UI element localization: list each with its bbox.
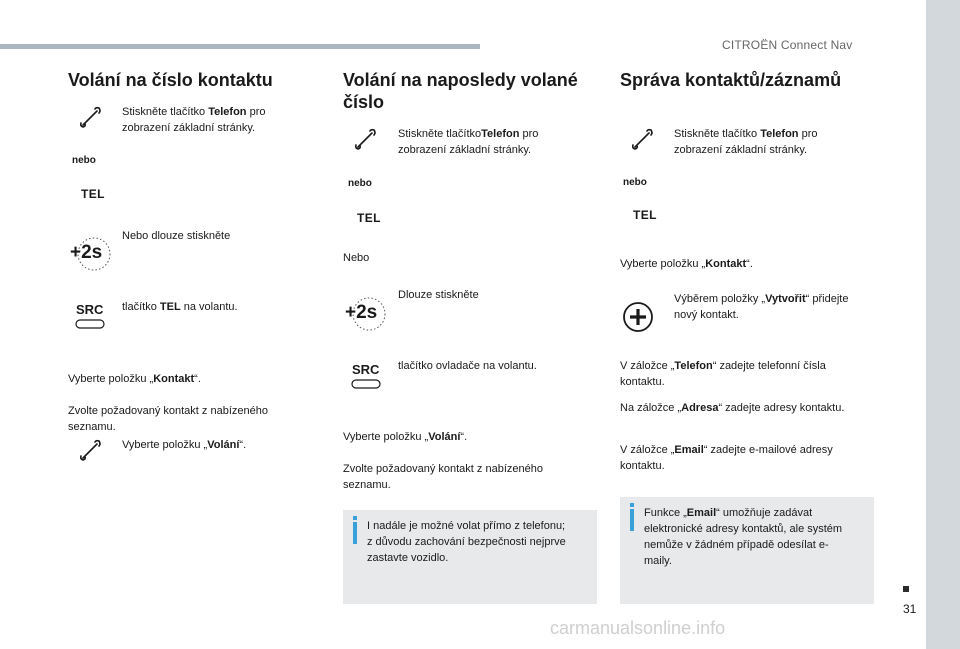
step-choose-contact: Zvolte požadovaný kontakt z nabízeného seznamu. xyxy=(68,405,268,433)
step-open-phone: Stiskněte tlačítkoTelefon pro zobrazení základní stránky. xyxy=(398,128,539,156)
step-long-press: Dlouze stiskněte xyxy=(398,289,479,301)
phone-handset-icon xyxy=(629,126,657,154)
info-icon xyxy=(353,522,357,544)
step-create-contact: Výběrem položky „Vytvořit“ přidejte nový kontakt. xyxy=(674,293,849,321)
phone-handset-icon xyxy=(77,104,105,132)
watermark: carmanualsonline.info xyxy=(550,618,726,638)
tel-button-label: TEL xyxy=(633,208,657,222)
step-select-contact: Vyberte položku „Kontakt“. xyxy=(620,258,753,270)
section-title-last-called: Volání na naposledy volané číslo xyxy=(343,70,578,112)
tel-button-label: TEL xyxy=(357,211,381,225)
step-steering-tel: tlačítko TEL na volantu. xyxy=(122,301,238,313)
badge-2s: +2s xyxy=(345,302,378,323)
step-tab-address: Na záložce „Adresa“ zadejte adresy kontaktu. xyxy=(620,402,845,414)
phone-handset-icon xyxy=(77,437,105,465)
add-circle-icon xyxy=(621,300,655,334)
side-tab xyxy=(926,0,960,649)
or-label: nebo xyxy=(623,177,647,188)
tel-button-label: TEL xyxy=(81,187,105,201)
step-steering-control: tlačítko ovladače na volantu. xyxy=(398,360,537,372)
steering-src-button-icon xyxy=(74,302,108,330)
info-note xyxy=(620,497,874,604)
long-press-2s-icon xyxy=(68,236,112,272)
step-tab-email: V záložce „Email“ zadejte e-mailové adresy kontaktu. xyxy=(620,444,833,472)
or-label-2: Nebo xyxy=(343,252,370,264)
section-title-manage-contacts: Správa kontaktů/záznamů xyxy=(620,70,842,90)
step-open-phone: Stiskněte tlačítko Telefon pro zobrazení základní stránky. xyxy=(122,106,266,134)
or-label: nebo xyxy=(72,155,96,166)
step-choose-contact: Zvolte požadovaný kontakt z nabízeného seznamu. xyxy=(343,463,543,491)
page-number: 31 xyxy=(903,602,917,616)
info-note-text: Funkce „Email“ umožňuje zadávat elektronické adresy kontaktů, ale systém nemůže v žádném případě odesílat e-maily. xyxy=(644,507,843,567)
long-press-2s-icon xyxy=(343,296,387,332)
step-select-call: Vyberte položku „Volání“. xyxy=(122,439,247,451)
phone-handset-icon xyxy=(352,126,380,154)
src-label: SRC xyxy=(76,302,104,317)
brand-label: CITROËN Connect Nav xyxy=(722,38,853,52)
page-marker xyxy=(903,586,909,592)
step-tab-phone: V záložce „Telefon“ zadejte telefonní čísla kontaktu. xyxy=(620,360,826,388)
header-rule xyxy=(0,44,480,49)
step-select-call: Vyberte položku „Volání“. xyxy=(343,431,468,443)
step-open-phone: Stiskněte tlačítko Telefon pro zobrazení základní stránky. xyxy=(674,128,818,156)
info-icon xyxy=(630,509,634,531)
section-title-call-contact: Volání na číslo kontaktu xyxy=(68,70,273,90)
steering-src-button-icon xyxy=(350,362,384,390)
info-note-text: I nadále je možné volat přímo z telefonu; z důvodu zachování bezpečnosti nejprve zastavte vozidlo. xyxy=(367,520,566,564)
or-label: nebo xyxy=(348,178,372,189)
info-note xyxy=(343,510,597,604)
step-long-press: Nebo dlouze stiskněte xyxy=(122,230,231,242)
step-select-contact: Vyberte položku „Kontakt“. xyxy=(68,373,201,385)
src-label: SRC xyxy=(352,362,380,377)
badge-2s: +2s xyxy=(70,242,103,263)
